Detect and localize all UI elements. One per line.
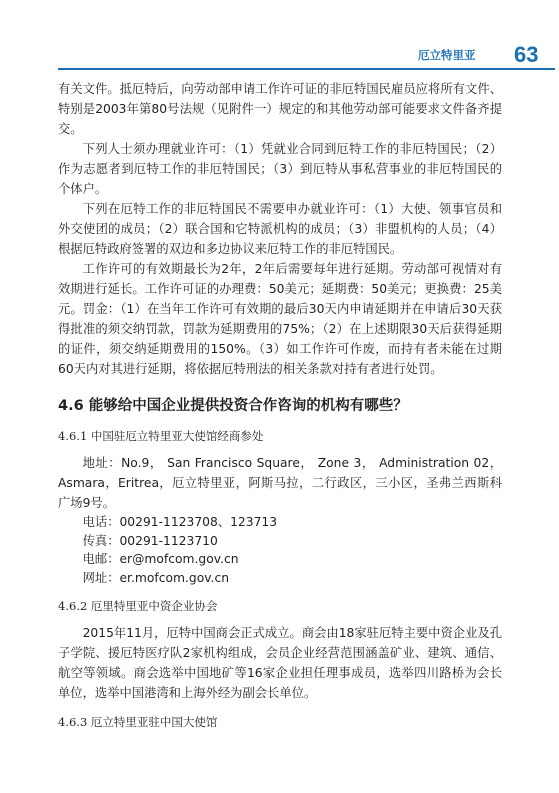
embassy-email: 电邮：er@mofcom.gov.cn bbox=[82, 552, 239, 566]
paragraph-continuation: 有关文件。抵厄特后，向劳动部申请工作许可证的非厄特国民雇员应将所有文件、特别是2003年第80号法规（见附件一）规定的和其他劳动部可能要求文件备齐提交。 bbox=[58, 82, 502, 136]
header-rule bbox=[58, 68, 555, 70]
chamber-paragraph: 2015年11月，厄特中国商会正式成立。商会由18家驻厄特主要中资企业及孔子学院、援厄特医疗队2家机构组成，会员企业经营范围涵盖矿业、建筑、通信、航空等领域。商会选举中国地矿等16家企业担任理事成员，选举四川路桥为会长单位，选举中国港湾和上海外经为副会长单位。 bbox=[58, 626, 502, 700]
paragraph-permit-required: 下列人士须办理就业许可：（1）凭就业合同到厄特工作的非厄特国民；（2）作为志愿者到厄特工作的非厄特国民；（3）到厄特从事私营事业的非厄特国民的个体户。 bbox=[58, 142, 502, 196]
subsection-heading-4-6-2: 4.6.2 厄里特里亚中资企业协会 bbox=[58, 599, 218, 613]
running-header-country: 厄立特里亚 bbox=[418, 48, 476, 62]
paragraph-permit-exempt: 下列在厄特工作的非厄特国民不需要申办就业许可：（1）大使、领事官员和外交使团的成员；（2）联合国和它特派机构的成员；（3）非盟机构的人员；（4）根据厄特政府签署的双边和多边协议来厄特工作的非厄特国民。 bbox=[58, 202, 502, 256]
embassy-website: 网址：er.mofcom.gov.cn bbox=[82, 570, 230, 585]
subsection-heading-4-6-1: 4.6.1 中国驻厄立特里亚大使馆经商参处 bbox=[58, 429, 264, 443]
subsection-heading-4-6-3: 4.6.3 厄立特里亚驻中国大使馆 bbox=[58, 715, 218, 729]
page-header bbox=[0, 0, 559, 80]
section-heading-4-6: 4.6 能够给中国企业提供投资合作咨询的机构有哪些？ bbox=[58, 398, 408, 414]
page-content bbox=[58, 79, 502, 739]
page-number: 63 bbox=[514, 42, 539, 67]
paragraph-validity-fees: 工作许可的有效期最长为2年，2年后需要每年进行延期。劳动部可视情对有效期进行延长。工作许可证的办理费：50美元；延期费：50美元；更换费：25美元。罚金：（1）在当年工作许可有效期的最后30天内申请延期并在申请后30天获得批准的须交纳罚款，罚款为延期费用的75%；（2）在上述期限30天后获得延期的证件，须交纳延期费用的150%。（3）如工作许可作废，而持有者未能在过期60天内对其进行延期，将依据厄特刑法的相关条款对持有者进行处罚。 bbox=[58, 262, 502, 376]
embassy-phone: 电话：00291-1123708、123713 bbox=[82, 515, 278, 529]
embassy-address: 地址：No.9， San Francisco Square， Zone 3， Administration 02，Asmara，Eritrea，厄立特里亚，阿斯马拉，二行政区，三小区，圣弗兰西斯科广场9号。 bbox=[58, 456, 502, 510]
embassy-fax: 传真：00291-1123710 bbox=[82, 533, 218, 548]
